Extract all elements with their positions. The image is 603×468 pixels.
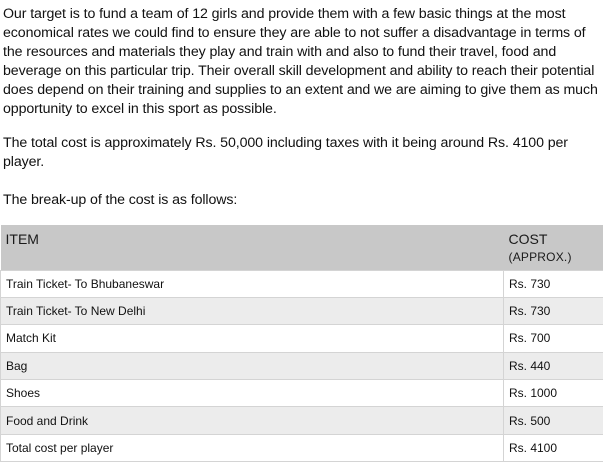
header-cost [504,225,603,270]
breakup-heading: The break-up of the cost is as follows: [3,192,238,208]
row-item: Total cost per player [1,434,504,461]
row-item: Food and Drink [1,407,504,434]
table-row [1,352,603,379]
table-row-total [1,434,603,461]
row-item: Bag [1,352,504,379]
row-item: Shoes [1,380,504,407]
row-item: Train Ticket- To New Delhi [1,297,504,324]
row-cost: Rs. 440 [504,352,603,379]
table-row [1,297,603,324]
table-row [1,380,603,407]
header-item [1,225,504,270]
header-cost-label: COST [508,231,548,247]
header-cost-sublabel: (APPROX.) [508,250,572,264]
row-cost: Rs. 730 [504,297,603,324]
row-item: Match Kit [1,325,504,352]
intro-paragraph: Our target is to fund a team of 12 girls and provide them with a few basic things at the most economical rates we could find to ensure they are able to not suffer a disadvantage in terms of the resources and materials they play and train with and also to fund their travel, food and beverage on this particular trip. Their overall skill development and ability to reach their potential does depend on their training and supplies to an extent and we are aiming to give them as much opportunity to excel in this sport as possible. [3,6,598,117]
table-header-row [1,225,603,270]
cost-breakup-table [0,225,603,462]
row-cost: Rs. 4100 [504,434,603,461]
table-row [1,325,603,352]
row-cost: Rs. 700 [504,325,603,352]
row-cost: Rs. 1000 [504,380,603,407]
row-item: Train Ticket- To Bhubaneswar [1,270,504,297]
row-cost: Rs. 730 [504,270,603,297]
row-cost: Rs. 500 [504,407,603,434]
table-row [1,270,603,297]
table-row [1,407,603,434]
header-item-label: ITEM [5,231,39,247]
total-cost-paragraph: The total cost is approximately Rs. 50,000 including taxes with it being around Rs. 4100 per player. [3,135,568,170]
